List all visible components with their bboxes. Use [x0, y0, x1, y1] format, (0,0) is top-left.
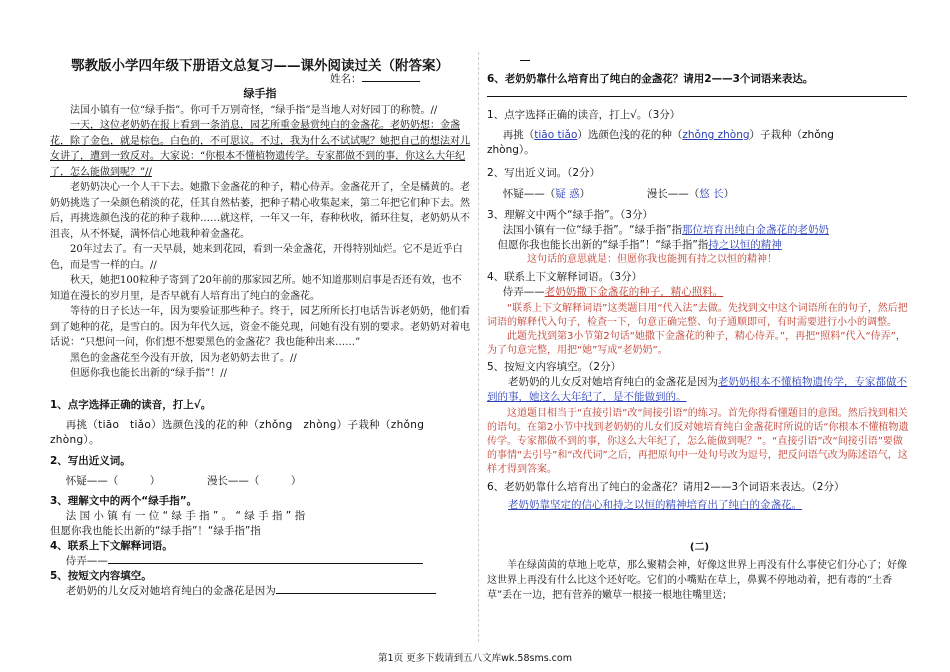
answer-6-question: 6、老奶奶靠什么培育出了纯白的金盏花？请用2——3个词语来表达。（2分）: [487, 481, 845, 493]
answer-6-text: [487, 498, 912, 513]
question-2-text: [50, 474, 470, 489]
section-2: [487, 540, 912, 603]
answer-2-question: 2、写出近义词。（2分）: [487, 167, 601, 179]
a2-label-b: 漫长——（: [646, 188, 700, 200]
question-3-text-2: 但愿你我也能长出新的“绿手指”！“绿手指”指: [50, 525, 261, 537]
a3-answer-1: 那位培育出纯白金盏花的老奶奶: [682, 224, 830, 236]
a4-explanation-1: “联系上下文解释词语”这类题目用“代入法”去做。先找到文中这个词语所在的句子，然后把词语的解释代入句子，检查一下，句意正确完整、句子通顺即可，有时需要进行小小的调整。: [487, 303, 908, 328]
question-3-text: 法 国 小 镇 有 一 位 “ 绿 手 指 ” 。 “ 绿 手 指 ” 指: [65, 510, 306, 522]
section-2-heading: (二): [689, 542, 710, 553]
name-label: 姓名：: [330, 73, 362, 85]
story-paragraph: 一天，这位老奶奶在报上看到一条消息，园艺所重金悬赏纯白的金盏花。老奶奶想：金盏花，除了金色，就是棕色。白色的，不可思议。不过，我为什么不试试呢？她把自己的想法对儿女讲了，遭到一致反对。大家说：“你根本不懂植物遗传学。专家都做不到的事，你这么大年纪了，怎么能做到呢？”//: [50, 120, 470, 178]
synonym-b[interactable]: 漫长——（ ）: [206, 475, 302, 487]
a2-answer-b: 悠 长: [699, 188, 724, 200]
a2-answer-a: 疑 惑: [555, 188, 580, 200]
a1-prefix: 再挑（: [502, 129, 535, 141]
story-paragraph: 黑色的金盏花至今没有开放，因为老奶奶去世了。//: [70, 352, 297, 364]
answer-1-text: [487, 128, 912, 143]
a4-label: 侍弄——: [502, 286, 545, 298]
answer-2-text: 怀疑——（疑 惑） 漫长——（悠 长）: [502, 188, 735, 200]
question-2: 2、写出近义词。: [50, 455, 131, 467]
a3-text-2: 但愿你我也能长出新的“绿手指”！“绿手指”指: [497, 239, 709, 251]
story-paragraph: 但愿你我也能长出新的“绿手指”！//: [70, 368, 227, 379]
answer-5-text: [487, 375, 912, 405]
page-footer: 第1页 更多下载请到五八文库wk.58sms.com: [378, 653, 572, 664]
name-blank[interactable]: [362, 81, 420, 82]
a2-label-a: 怀疑——（: [502, 188, 556, 200]
question-1-text: 再挑（tiāo tiǎo）选颜色浅的花的种（zhǒng zhòng）子栽种（zhǒng zhòng）。: [50, 419, 435, 446]
a1-answer-2: zhǒng zhòng: [682, 129, 750, 141]
name-field: [330, 71, 420, 86]
a1-end: zhòng）。: [487, 144, 535, 156]
story-title: 绿手指: [243, 87, 277, 100]
column-divider: [478, 52, 479, 642]
left-questions: [50, 398, 470, 599]
story-passage: [50, 86, 470, 382]
dash-mark: [520, 60, 530, 61]
question-3: 3、理解文中的两个“绿手指”。: [50, 495, 198, 507]
story-paragraph: 等待的日子长达一年，因为要验证那些种子。终于，园艺所所长打电话告诉老奶奶，他们看到了她种的花，是雪白的。因为年代久远，资金不能兑现，问她有没有别的要求。老奶奶对着电话说：“只想问一问，你们想不想要黑色的金盏花？我也能种出来……”: [50, 306, 470, 348]
answer-3-question: 3、理解文中两个“绿手指”。（3分）: [487, 209, 653, 221]
a5-answer: 老奶奶根本不懂植物遗传学，专家都做不到的事，她这么大年纪了，是不能做到的。: [487, 376, 907, 403]
story-paragraph: 20年过去了。有一天早晨，她来到花园，看到一朵金盏花，开得特别灿烂。它不是近乎白色，而是雪一样的白。//: [50, 244, 463, 271]
q6-blank[interactable]: [487, 96, 907, 97]
question-4-text: [50, 554, 470, 569]
a5-explanation: 这道题目相当于“直接引语”改“间接引语”的练习。首先你得看懂题目的意图。然后找到相关的语句。在第2小节中找到老奶奶的儿女们反对她培育纯白金盏花时所说的话“你根本不懂植物遗传学。专家都做不到的事，你这么大年纪了，怎么能做到呢？”。“直接引语”改“间接引语”要做的事情“去引号”和“改代词”之后，再把原句中一处句号改为逗号，把反问语气改为陈述语气，这样才得到答案。: [487, 408, 909, 475]
a6-answer: 老奶奶靠坚定的信心和持之以恒的精神培育出了纯白的金盏花。: [508, 499, 802, 511]
answer-4-text: [487, 285, 912, 300]
a1-mid2: ）子栽种（zhǒng: [749, 129, 834, 141]
page-title: 鄂教版小学四年级下册语文总复习——课外阅读过关（附答案）: [71, 58, 449, 74]
question-6: 6、老奶奶靠什么培育出了纯白的金盏花？请用2——3个词语来表达。: [487, 73, 814, 85]
answer-1-question: 1、点字选择正确的读音，打上√。（3分）: [487, 109, 681, 121]
a4-explanation-2: 此题先找到第3小节第2句话“她撒下金盏花的种子，精心侍弄。”，再把“照料”代入“侍弄”，为了句意完整，用把“她”写成“老奶奶”。: [487, 331, 906, 356]
q5-answer-blank[interactable]: [276, 593, 436, 594]
question-5: 5、按短文内容填空。: [50, 570, 152, 582]
a4-answer: 老奶奶撒下金盏花的种子，精心照料。: [544, 286, 724, 298]
q4-label: 侍弄——: [65, 555, 108, 567]
a5-label: 老奶奶的儿女反对她培育纯白的金盏花是因为: [508, 376, 718, 388]
q5-label: 老奶奶的儿女反对她培育纯白的金盏花是因为: [65, 585, 276, 597]
a3-answer-2: 持之以恒的精神: [708, 239, 782, 251]
synonym-a[interactable]: 怀疑——（ ）: [65, 475, 161, 487]
question-4: 4、联系上下文解释词语。: [50, 540, 173, 552]
q4-answer-blank[interactable]: [108, 563, 423, 564]
a1-mid: ）选颜色浅的花的种（: [577, 129, 683, 141]
answer-4-question: 4、联系上下文解释词语。（3分）: [487, 271, 643, 283]
a3-text-1: 法国小镇有一位“绿手指”。“绿手指”指: [502, 224, 683, 236]
story-paragraph: 秋天，她把100粒种子寄到了20年前的那家园艺所。她不知道那则启事是否还有效，也不知道在漫长的岁月里，是否早就有人培育出了纯白的金盏花。: [50, 275, 462, 302]
answer-3-text-2: [487, 238, 912, 253]
section-2-paragraph: 羊在绿茵茵的草地上吃草，那么聚精会神，好像这世界上再没有什么事使它们分心了；好像这世界上再没有什么比这个还好吃。它们的小嘴贴在草上，鼻翼不停地动着，把有毒的“土香草”丢在一边，把有营养的嫩草一根接一根地往嘴里送；: [487, 560, 907, 601]
answer-column: [487, 72, 912, 513]
a3-explanation: 这句话的意思就是：但愿你我也能拥有持之以恒的精神！: [527, 254, 777, 265]
story-paragraph: 老奶奶决心一个人干下去。她撒下金盏花的种子，精心侍弄。金盏花开了，全是橘黄的。老奶奶挑选了一朵颜色稍淡的花，任其自然枯萎，把种子精心收集起来，第二年把它们种下去。然后，再挑选颜色浅的花的种子栽种……就这样，一年又一年，春种秋收，循环往复，老奶奶从不沮丧，从不怀疑，满怀信心地栽种着金盏花。: [50, 182, 470, 240]
a1-answer-1: tiāo tiǎo: [534, 129, 578, 141]
story-paragraph: 法国小镇有一位“绿手指”。你可千万别奇怪，“绿手指”是当地人对好园丁的称赞。//: [70, 104, 438, 116]
answer-5-question: 5、按短文内容填空。（2分）: [487, 361, 622, 373]
answer-3-text-1: [487, 223, 912, 238]
question-5-text: [50, 584, 470, 599]
question-1: 1、点字选择正确的读音，打上√。: [50, 399, 212, 411]
